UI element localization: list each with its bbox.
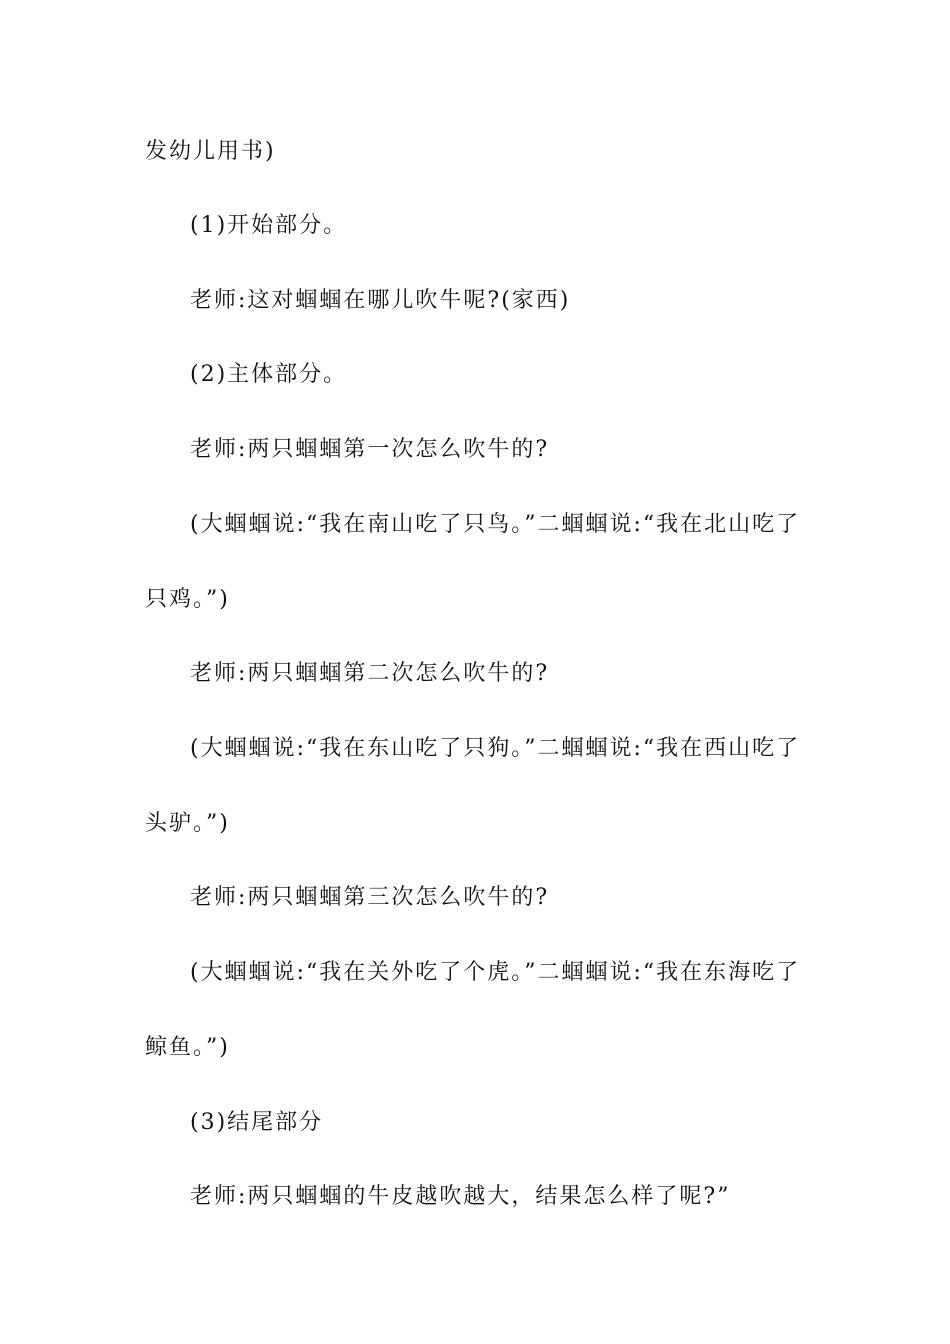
section-heading: (3)结尾部分	[190, 1110, 324, 1135]
text-line: 鲸鱼。”)	[145, 1035, 230, 1060]
text-line: 只鸡。”)	[145, 587, 230, 612]
text-line: (大蝈蝈说:“我在关外吃了个虎。”二蝈蝈说:“我在东海吃了	[190, 960, 801, 985]
section-heading: (2)主体部分。	[190, 362, 348, 387]
text-line: 发幼儿用书)	[145, 139, 276, 164]
text-line: 老师:这对蝈蝈在哪儿吹牛呢?(家西)	[190, 288, 571, 313]
text-line: 老师:两只蝈蝈第一次怎么吹牛的?	[190, 437, 550, 462]
text-line: (大蝈蝈说:“我在南山吃了只鸟。”二蝈蝈说:“我在北山吃了	[190, 512, 801, 537]
text-line: 老师:两只蝈蝈第二次怎么吹牛的?	[190, 661, 550, 686]
text-line: 头驴。”)	[145, 811, 230, 836]
text-line: 老师:两只蝈蝈第三次怎么吹牛的?	[190, 885, 550, 910]
section-heading: (1)开始部分。	[190, 213, 348, 238]
text-line: 老师:两只蝈蝈的牛皮越吹越大，结果怎么样了呢?”	[190, 1184, 731, 1209]
text-line: (大蝈蝈说:“我在东山吃了只狗。”二蝈蝈说:“我在西山吃了	[190, 736, 801, 761]
